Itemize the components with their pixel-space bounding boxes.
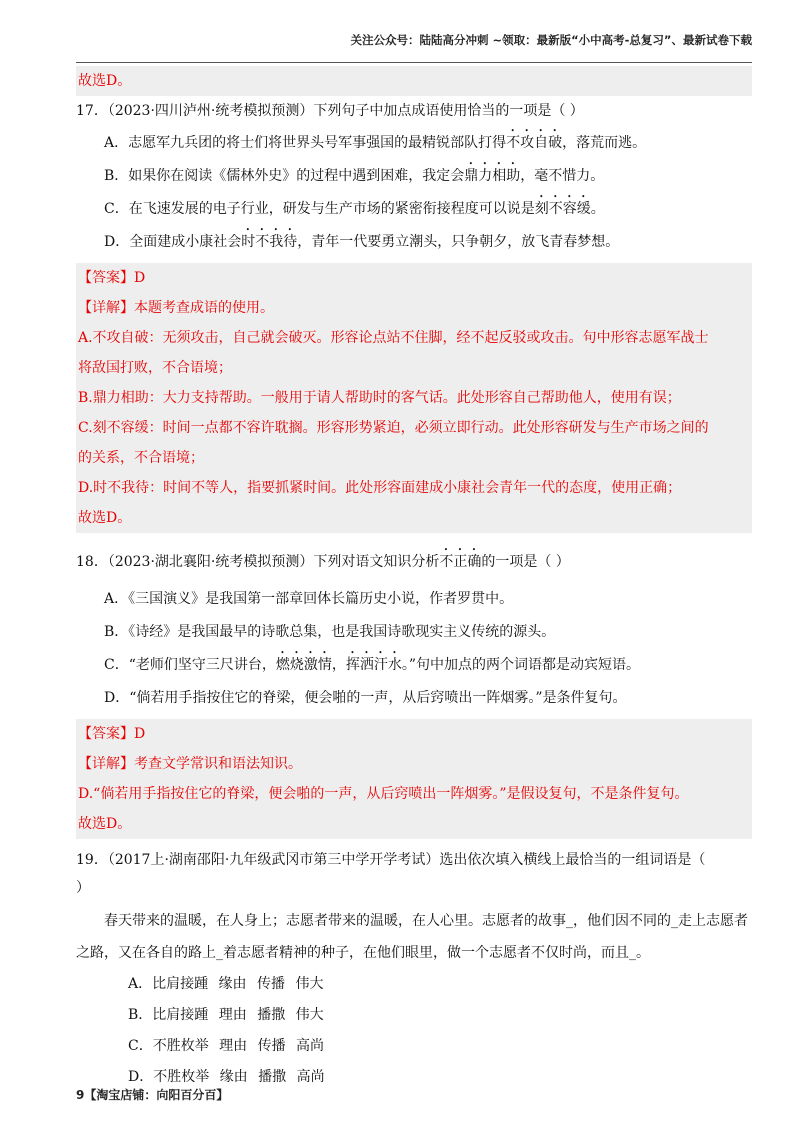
page-header: 关注公众号：陆陆高分冲刺 ~领取：最新版“小中高考-总复习”、最新试卷下载 [350,33,752,47]
q17-detail-line: C.刻不容缓：时间一点都不容许耽搁。形容形势紧迫，必须立即行动。此处形容研发与生产市场之间的 [78,420,709,436]
q17-detail-line: A.不攻自破：无须攻击，自己就会破灭。形容论点站不住脚，经不起反驳或攻击。句中形容志愿军战士 [78,330,709,346]
option-text: ，落荒而逃。 [562,135,647,151]
question-18 [76,545,752,715]
option-text: 。 [590,201,605,217]
q17-stem: 17．（2023·四川泸州·统考模拟预测）下列句子中加点成语使用恰当的一项是（ ） [76,103,584,119]
q17-detail-line: B.鼎力相助：大力支持帮助。一般用于请人帮助时的客气话。此处形容自己帮助他人，使用有误； [78,390,681,406]
dotted-phrase: 燃烧激情 [275,657,332,673]
question-19 [76,845,752,1093]
q18-detail-line: 【详解】考查文学常识和语法知识。 [78,756,302,772]
stem-text: 的一项是（ ） [481,554,570,570]
option-text: C．在飞速发展的电子行业，研发与生产市场的紧密衔接程度可以说是 [104,201,535,217]
prev-answer-block [76,66,752,96]
q19-option-d: D．不胜枚举 缘由 播撒 高尚 [128,1069,325,1085]
q17-answer: 【答案】D [78,270,146,286]
q17-option-a [76,127,752,160]
dotted-phrase: 挥洒汗水 [345,657,402,673]
q19-stem: 19．（2017上·湖南邵阳·九年级武冈市第三中学开学考试）选出依次填入横线上最恰当的一组词语是（ [76,852,706,868]
q17-detail-line: 【详解】本题考查成语的使用。 [78,300,274,316]
q17-detail-line: D.时不我待：时间不等人，指要抓紧时间。此处形容面建成小康社会青年一代的态度，使用正确； [78,480,682,496]
option-text: C．“老师们坚守三尺讲台， [104,657,276,673]
q17-answer-block [76,263,752,533]
q18-option-c [76,649,752,682]
q17-detail-line: 的关系，不合语境； [78,450,204,466]
dotted-word: 不正确 [439,554,482,570]
q19-option-a: A．比肩接踵 缘由 传播 伟大 [128,976,324,992]
q18-option-b: B．《诗经》是我国最早的诗歌总集，也是我国诗歌现实主义传统的源头。 [104,624,556,640]
option-text: A．志愿军九兵团的将士们将世界头号军事强国的最精锐部队打得 [104,135,507,151]
option-text: B．如果你在阅读《儒林外史》的过程中遇到困难，我定会 [104,168,465,184]
page-footer: 9【淘宝店铺：向阳百分百】 [76,1088,229,1102]
q19-option-c: C．不胜枚举 理由 传播 高尚 [128,1038,325,1054]
q18-detail-line: 故选D。 [78,816,132,832]
q18-option-a: A．《三国演义》是我国第一部章回体长篇历史小说，作者罗贯中。 [104,591,514,607]
option-text: D．全面建成小康社会 [104,234,242,250]
dotted-idiom: 鼎力相助 [464,168,521,184]
option-text: ， [331,657,346,673]
option-text: ，青年一代要勇立潮头，只争朝夕，放飞青春梦想。 [297,234,620,250]
q18-answer-block [76,719,752,839]
dotted-idiom: 刻不容缓 [534,201,591,217]
q18-answer: 【答案】D [78,726,146,742]
option-text: 。”句中加点的两个词语都是动宾短语。 [401,657,641,673]
q19-passage: 春天带来的温暖，在人身上；志愿者带来的温暖，在人心里。志愿者的故事_，他们因不同的_走上志愿者之路，又在各自的路上_着志愿者精神的种子，在他们眼里，做一个志愿者不仅时尚，而且_。 [76,913,748,961]
q19-option-b: B．比肩接踵 理由 播撒 伟大 [128,1007,324,1023]
option-text: ，毫不惜力。 [520,168,605,184]
q17-detail-line: 将敌国打败，不合语境； [78,360,232,376]
dotted-idiom: 时不我待 [241,234,298,250]
q18-option-d: D．“倘若用手指按住它的脊梁，便会啪的一声，从后窍喷出一阵烟雾。”是条件复句。 [104,690,627,706]
prev-conclusion: 故选D。 [78,73,132,89]
stem-text: 18．（2023·湖北襄阳·统考模拟预测）下列对语文知识分析 [76,554,440,570]
q17-option-d [76,226,752,259]
header-divider [76,62,752,63]
q18-stem [76,545,752,579]
q17-detail-line: 故选D。 [78,510,132,526]
q17-option-b [76,160,752,193]
question-17 [76,96,752,259]
q17-option-c [76,193,752,226]
dotted-idiom: 不攻自破 [506,135,563,151]
q18-detail-line: D.“倘若用手指按住它的脊梁，便会啪的一声，从后窍喷出一阵烟雾。”是假设复句，不是条件复句。 [78,786,689,802]
q19-stem-cont: ） [76,880,90,896]
page-content [76,66,752,1093]
